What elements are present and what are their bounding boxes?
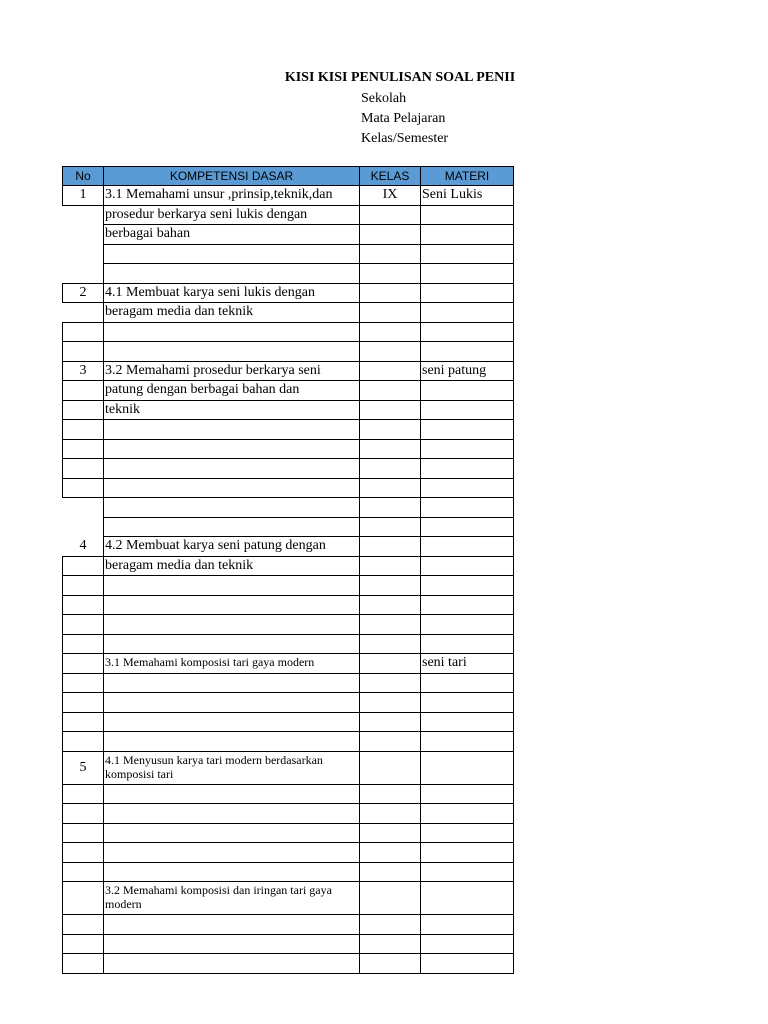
materi-value: Seni Lukis [422, 187, 483, 202]
cell-no [62, 692, 104, 713]
cell-kompetensi [103, 517, 360, 538]
table-row [62, 575, 514, 596]
cell-kelas [359, 244, 421, 265]
cell-kelas [359, 400, 421, 421]
cell-materi [420, 575, 514, 596]
cell-kompetensi [103, 595, 360, 616]
cell-no [62, 862, 104, 883]
cell-kelas [359, 497, 421, 518]
cell-kompetensi [103, 341, 360, 362]
cell-kelas [359, 458, 421, 479]
table-row [62, 458, 514, 479]
cell-kelas [359, 205, 421, 226]
cell-materi [420, 517, 514, 538]
kompetensi-text: 4.1 Membuat karya seni lukis dengan [105, 284, 315, 300]
cell-no [62, 953, 104, 974]
cell-no [62, 341, 104, 362]
cell-materi [420, 634, 514, 655]
cell-kompetensi [103, 842, 360, 863]
meta-kelas-semester: Kelas/Semester [361, 131, 449, 146]
cell-materi [420, 712, 514, 733]
cell-kelas [359, 823, 421, 844]
cell-kelas [359, 556, 421, 577]
cell-no [62, 823, 104, 844]
cell-no [62, 673, 104, 694]
cell-kompetensi [103, 322, 360, 343]
cell-kelas [359, 322, 421, 343]
cell-kelas [359, 653, 421, 674]
cell-kelas [359, 263, 421, 284]
cell-kelas [359, 842, 421, 863]
table-row [62, 862, 514, 883]
entry-number: 1 [79, 187, 87, 202]
cell-no [62, 595, 104, 616]
table-row [62, 614, 514, 635]
cell-kelas [359, 595, 421, 616]
cell-kelas [359, 517, 421, 538]
header-kompetensi-dasar: KOMPETENSI DASAR [103, 166, 360, 186]
table-row [62, 595, 514, 616]
cell-materi [420, 953, 514, 974]
table-row [62, 673, 514, 694]
table-row [62, 731, 514, 752]
header-materi: MATERI [420, 166, 514, 186]
kompetensi-text: komposisi tari [105, 766, 174, 781]
table-row [62, 478, 514, 499]
entry-number: 5 [79, 760, 87, 775]
document-title: KISI KISI PENULISAN SOAL PENII [284, 70, 516, 85]
cell-no [62, 322, 104, 343]
cell-kompetensi [103, 914, 360, 935]
cell-materi [420, 614, 514, 635]
cell-kelas [359, 862, 421, 883]
cell-no [62, 881, 104, 915]
meta-sekolah: Sekolah [361, 91, 407, 106]
kompetensi-text: 3.2 Memahami prosedur berkarya seni [105, 362, 321, 378]
table-row [62, 439, 514, 460]
cell-kelas [359, 478, 421, 499]
cell-kompetensi [103, 823, 360, 844]
cell-materi [420, 595, 514, 616]
cell-no [62, 634, 104, 655]
cell-materi [420, 380, 514, 401]
cell-no [62, 731, 104, 752]
kompetensi-text: 4.1 Menyusun karya tari modern berdasarkan [105, 752, 323, 767]
table-row [62, 784, 514, 805]
table-row [62, 712, 514, 733]
cell-kompetensi [103, 575, 360, 596]
cell-kompetensi [103, 439, 360, 460]
cell-kelas [359, 380, 421, 401]
cell-no [62, 784, 104, 805]
cell-materi [420, 914, 514, 935]
cell-kompetensi [103, 784, 360, 805]
header-no: No [62, 166, 104, 186]
cell-materi [420, 934, 514, 955]
cell-materi [420, 803, 514, 824]
cell-kelas [359, 751, 421, 785]
cell-kompetensi [103, 244, 360, 265]
cell-kompetensi [103, 458, 360, 479]
kompetensi-text: beragam media dan teknik [105, 557, 254, 573]
cell-materi [420, 283, 514, 304]
cell-materi [420, 205, 514, 226]
cell-kompetensi [103, 419, 360, 440]
table-row [62, 244, 514, 265]
table-row [62, 953, 514, 974]
cell-kelas [359, 953, 421, 974]
cell-kelas [359, 614, 421, 635]
cell-kompetensi [103, 478, 360, 499]
cell-kompetensi [103, 731, 360, 752]
kompetensi-text: beragam media dan teknik [105, 304, 254, 319]
cell-kompetensi [103, 263, 360, 284]
kompetensi-text: 4.2 Membuat karya seni patung dengan [105, 538, 326, 553]
cell-no [62, 400, 104, 421]
cell-materi [420, 823, 514, 844]
cell-kompetensi [103, 634, 360, 655]
table-row [62, 497, 514, 518]
cell-materi [420, 263, 514, 284]
kompetensi-text: 3.1 Memahami komposisi tari gaya modern [105, 655, 315, 669]
kelas-value: IX [382, 187, 398, 202]
table-row [62, 842, 514, 863]
cell-kelas [359, 914, 421, 935]
cell-kelas [359, 419, 421, 440]
cell-kompetensi [103, 934, 360, 955]
cell-materi [420, 458, 514, 479]
table-row [62, 823, 514, 844]
cell-materi [420, 400, 514, 421]
cell-materi [420, 731, 514, 752]
entry-number: 4 [79, 538, 87, 553]
kompetensi-text: patung dengan berbagai bahan dan [105, 382, 300, 397]
cell-materi [420, 439, 514, 460]
kompetensi-text: berbagai bahan [105, 226, 191, 241]
cell-kelas [359, 224, 421, 245]
cell-materi [420, 244, 514, 265]
cell-no [62, 712, 104, 733]
cell-materi [420, 536, 514, 557]
cell-no [62, 556, 104, 577]
cell-no [62, 842, 104, 863]
kompetensi-text: modern [105, 897, 142, 911]
kompetensi-text: prosedur berkarya seni lukis dengan [105, 206, 308, 222]
cell-kelas [359, 634, 421, 655]
cell-kelas [359, 283, 421, 304]
cell-kompetensi [103, 400, 360, 421]
entry-number: 2 [79, 284, 87, 300]
cell-materi [420, 478, 514, 499]
cell-materi [420, 556, 514, 577]
cell-materi [420, 302, 514, 323]
cell-kelas [359, 731, 421, 752]
cell-no [62, 575, 104, 596]
cell-kelas [359, 881, 421, 915]
cell-kompetensi [103, 862, 360, 883]
cell-materi [420, 881, 514, 915]
table-row [62, 419, 514, 440]
cell-kompetensi [103, 614, 360, 635]
table-row [62, 634, 514, 655]
cell-kompetensi [103, 673, 360, 694]
entry-number: 3 [79, 362, 87, 378]
cell-materi [420, 862, 514, 883]
cell-kelas [359, 302, 421, 323]
cell-materi [420, 224, 514, 245]
cell-materi [420, 497, 514, 518]
cell-no [62, 803, 104, 824]
cell-materi [420, 842, 514, 863]
cell-kelas [359, 803, 421, 824]
cell-no [62, 458, 104, 479]
table-row [62, 914, 514, 935]
table-row [62, 341, 514, 362]
materi-value: seni patung [422, 362, 487, 378]
cell-no [62, 614, 104, 635]
cell-materi [420, 341, 514, 362]
kompetensi-text: 3.2 Memahami komposisi dan iringan tari gaya [105, 883, 332, 897]
meta-mata-pelajaran: Mata Pelajaran [361, 111, 446, 126]
cell-kelas [359, 673, 421, 694]
cell-kompetensi [103, 712, 360, 733]
kompetensi-text: teknik [105, 401, 140, 417]
cell-kelas [359, 575, 421, 596]
cell-kelas [359, 712, 421, 733]
cell-kelas [359, 536, 421, 557]
cell-kelas [359, 439, 421, 460]
cell-materi [420, 322, 514, 343]
cell-materi [420, 784, 514, 805]
cell-kompetensi [103, 497, 360, 518]
cell-materi [420, 419, 514, 440]
table-row [62, 322, 514, 343]
cell-no [62, 914, 104, 935]
cell-kelas [359, 361, 421, 382]
cell-no [62, 934, 104, 955]
cell-kelas [359, 784, 421, 805]
kompetensi-text: 3.1 Memahami unsur ,prinsip,teknik,dan [105, 187, 333, 202]
cell-kompetensi [103, 953, 360, 974]
cell-no [62, 439, 104, 460]
cell-kelas [359, 341, 421, 362]
cell-no [62, 653, 104, 674]
cell-no [62, 380, 104, 401]
cell-no [62, 478, 104, 499]
table-row [62, 263, 514, 284]
cell-kompetensi [103, 692, 360, 713]
cell-materi [420, 673, 514, 694]
cell-kompetensi [103, 803, 360, 824]
cell-kelas [359, 934, 421, 955]
cell-kelas [359, 692, 421, 713]
table-row [62, 934, 514, 955]
table-row [62, 517, 514, 538]
header-kelas: KELAS [359, 166, 421, 186]
cell-materi [420, 751, 514, 785]
cell-no [62, 419, 104, 440]
materi-value: seni tari [422, 655, 467, 670]
cell-materi [420, 692, 514, 713]
table-row [62, 803, 514, 824]
table-row [62, 692, 514, 713]
